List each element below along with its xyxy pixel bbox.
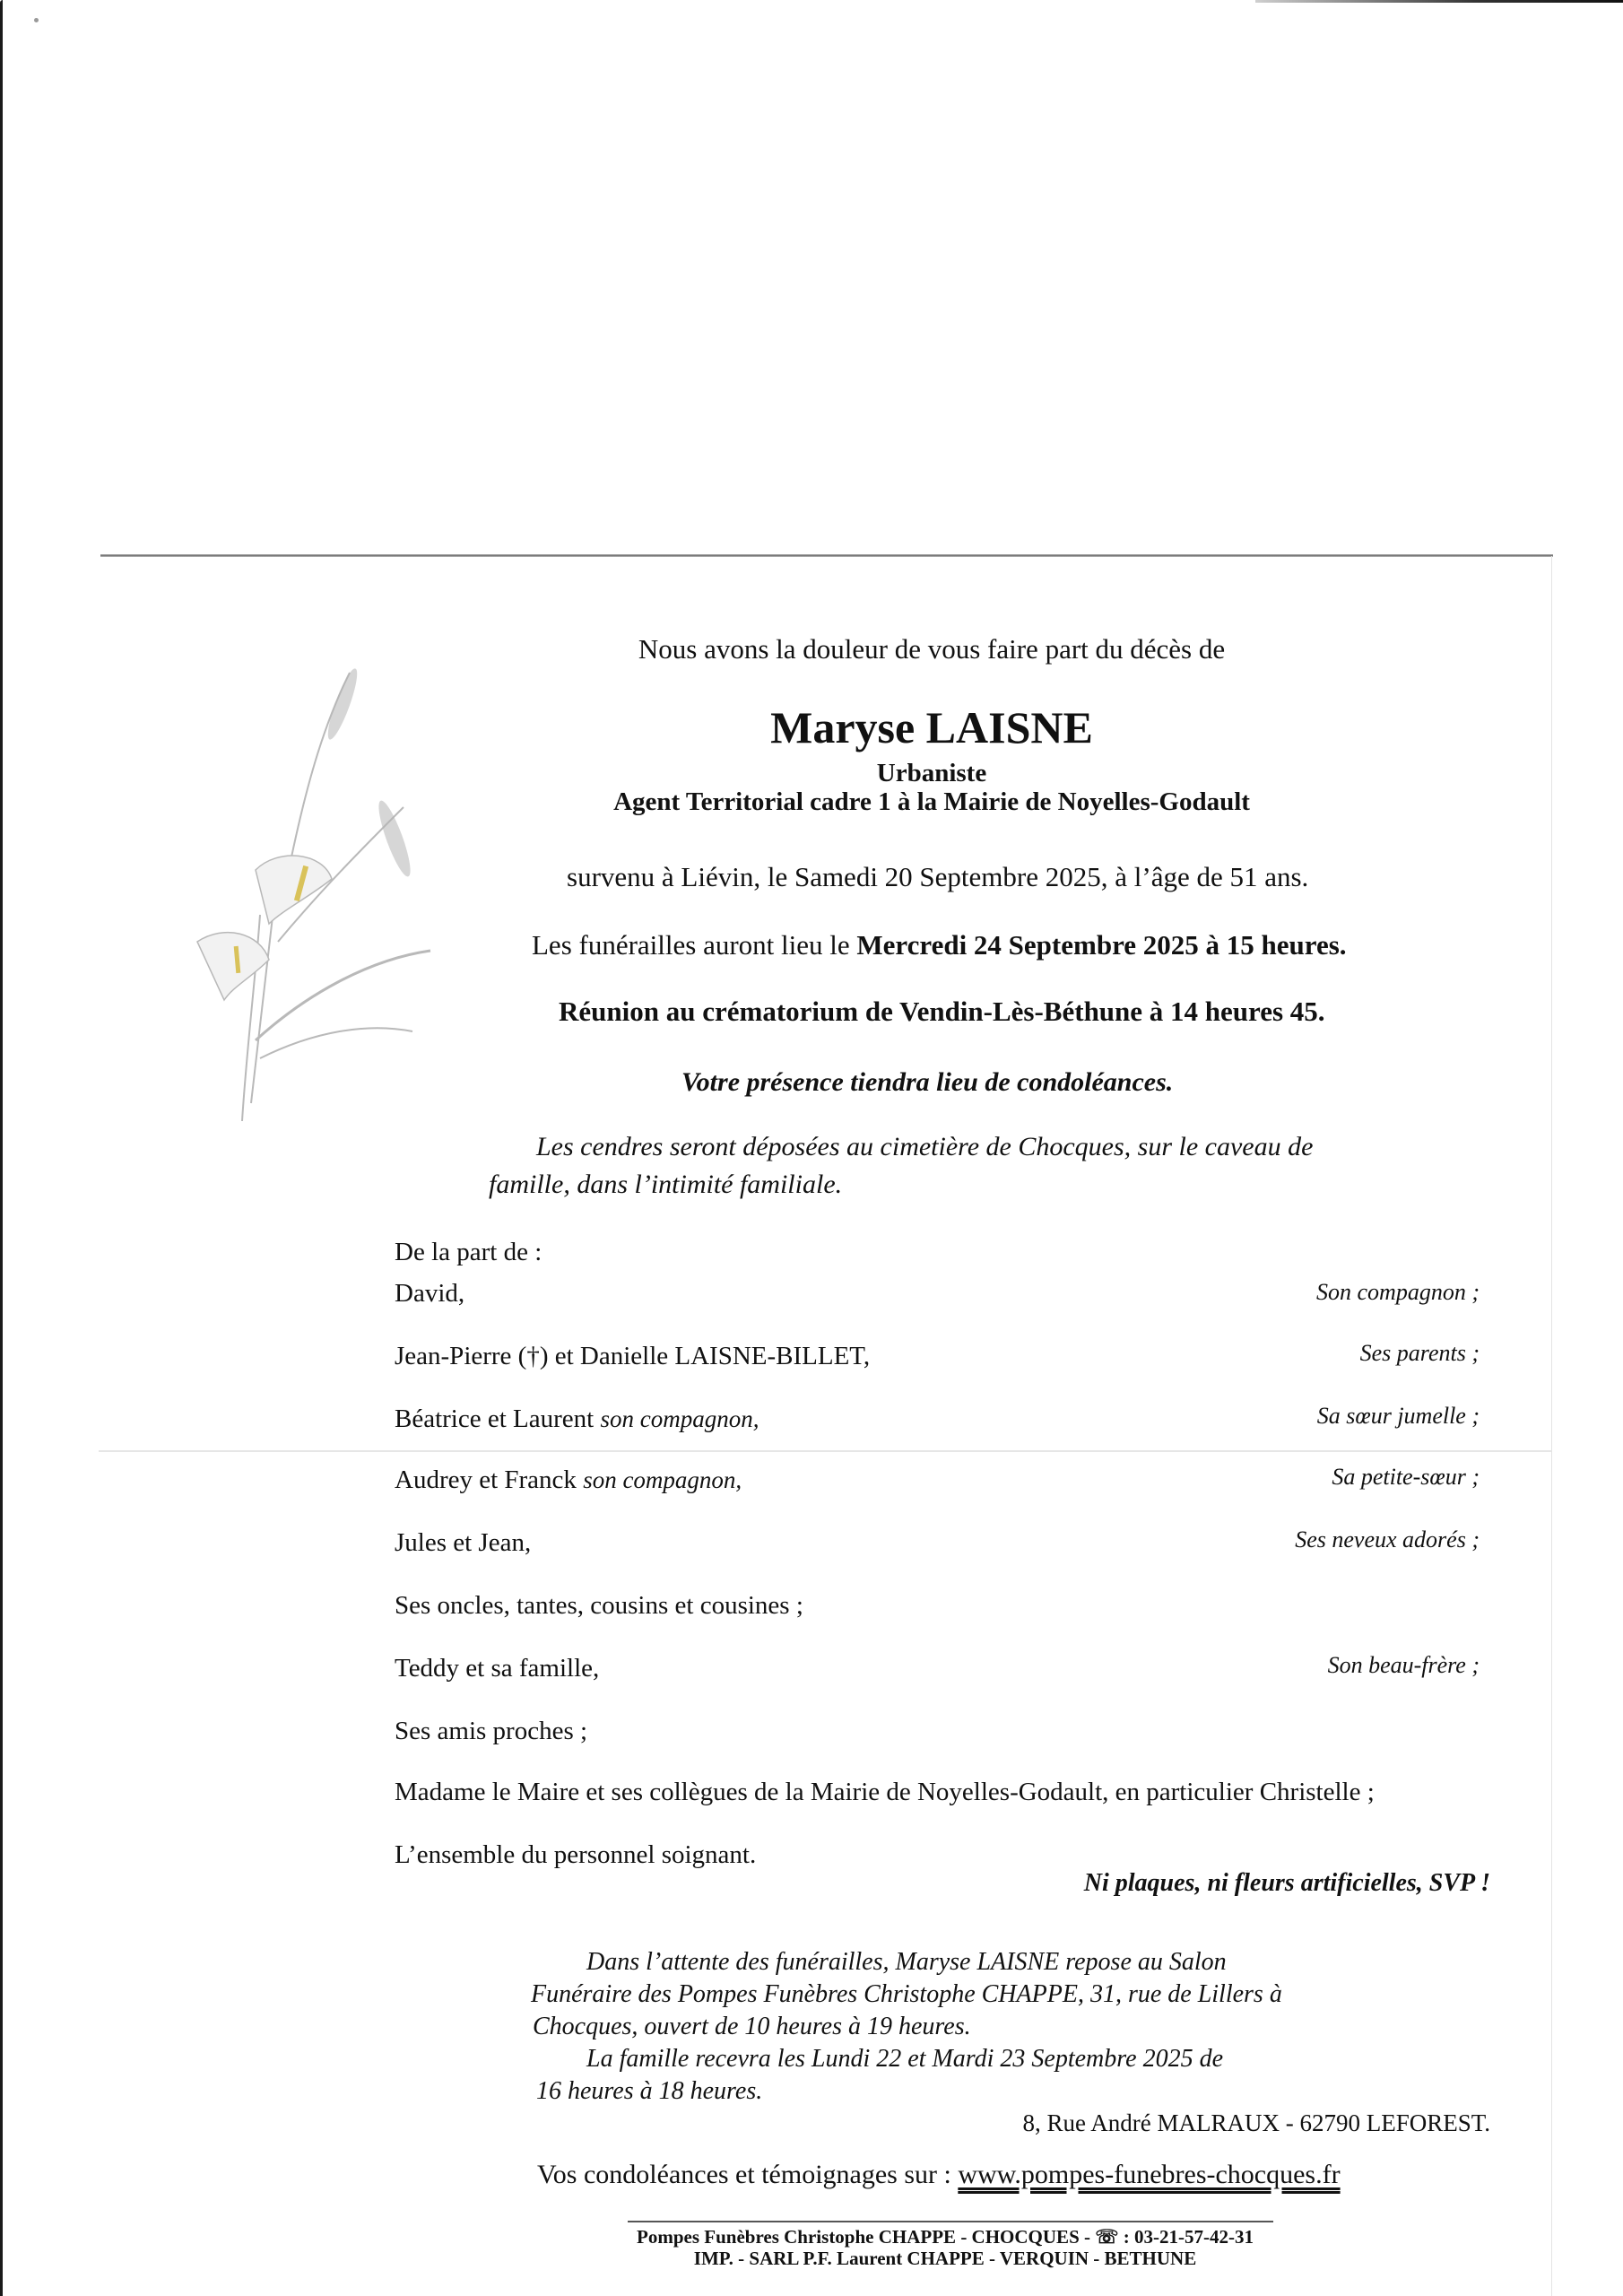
funeral-info (532, 931, 1347, 959)
family-entry: Jules et Jean, (395, 1528, 532, 1557)
funeral-home-info: Pompes Funèbres Christophe CHAPPE - CHOCQUES - ☏ : 03-21-57-42-31 (637, 2226, 1254, 2248)
lily-flower (256, 856, 332, 924)
intro-text: Nous avons la douleur de vous faire part du décès de (638, 633, 1226, 665)
family-relation: Ses parents ; (1359, 1340, 1480, 1366)
family-entry: David, (395, 1279, 465, 1308)
salon-line: Chocques, ouvert de 10 heures à 19 heures. (533, 2013, 971, 2040)
family-entry: L’ensemble du personnel soignant. (395, 1840, 757, 1869)
printer-info: IMP. - SARL P.F. Laurent CHAPPE - VERQUIN - BETHUNE (693, 2248, 1197, 2269)
card-right-border (1551, 556, 1552, 2296)
salon-line: 16 heures à 18 heures. (536, 2077, 763, 2105)
family-relation: Ses neveux adorés ; (1295, 1526, 1480, 1552)
leaf (260, 1028, 412, 1058)
family-entry: Jean-Pierre (†) et Danielle LAISNE-BILLET, (395, 1342, 871, 1370)
death-notice: survenu à Liévin, le Samedi 20 Septembre 2025, à l’âge de 51 ans. (567, 861, 1309, 892)
deceased-name: Maryse LAISNE (770, 702, 1093, 752)
footer-divider (628, 2221, 1273, 2222)
ashes-line-1: Les cendres seront déposées au cimetière de Chocques, sur le caveau de (536, 1132, 1314, 1161)
family-entry: Ses amis proches ; (395, 1717, 588, 1745)
family-relation: Sa petite-sœur ; (1332, 1464, 1480, 1490)
condolences-website-link[interactable]: www.pompes-funebres-chocques.fr (958, 2160, 1341, 2189)
family-relation: Son compagnon ; (1316, 1279, 1480, 1305)
presence-note: Votre présence tiendra lieu de condoléances. (681, 1067, 1174, 1097)
funeral-date-time: Mercredi 24 Septembre 2025 à 15 heures. (856, 929, 1347, 961)
family-entry: Béatrice et Laurent son compagnon, (395, 1405, 759, 1433)
family-entry: Ses oncles, tantes, cousins et cousines ; (395, 1591, 803, 1620)
family-entry: Madame le Maire et ses collègues de la Mairie de Noyelles-Godault, en particulier Christelle ; (395, 1778, 1375, 1806)
card-top-border (100, 554, 1553, 557)
profession: Urbaniste (876, 759, 987, 787)
crematorium-meeting: Réunion au crématorium de Vendin-Lès-Béthune à 14 heures 45. (559, 996, 1325, 1027)
salon-line: Dans l’attente des funérailles, Maryse LAISNE repose au Salon (586, 1948, 1227, 1976)
family-label: De la part de : (395, 1238, 542, 1266)
ashes-line-2: famille, dans l’intimité familiale. (489, 1170, 843, 1199)
funeral-prefix: Les funérailles auront lieu le (532, 929, 857, 961)
fold-line (99, 1450, 1551, 1452)
salon-line: Funéraire des Pompes Funèbres Christophe CHAPPE, 31, rue de Lillers à (531, 1980, 1282, 2008)
job-title: Agent Territorial cadre 1 à la Mairie de Noyelles-Godault (613, 787, 1250, 816)
family-entry: Audrey et Franck son compagnon, (395, 1465, 742, 1494)
condolences-label: Vos condoléances et témoignages sur : (537, 2160, 959, 2189)
condolences-line (537, 2161, 1341, 2188)
family-entry: Teddy et sa famille, (395, 1654, 600, 1683)
family-address: 8, Rue André MALRAUX - 62790 LEFOREST. (1022, 2109, 1490, 2136)
scan-edge-top (1255, 0, 1623, 3)
no-flowers-note: Ni plaques, ni fleurs artificielles, SVP ! (1083, 1869, 1490, 1897)
salon-line: La famille recevra les Lundi 22 et Mardi 23 Septembre 2025 de (586, 2045, 1223, 2073)
leaf (256, 951, 430, 1040)
lily-flower (197, 933, 269, 1000)
family-relation: Sa sœur jumelle ; (1316, 1403, 1480, 1429)
scan-speck (34, 18, 39, 22)
family-relation: Son beau-frère ; (1327, 1652, 1480, 1678)
scan-edge (0, 0, 3, 2296)
